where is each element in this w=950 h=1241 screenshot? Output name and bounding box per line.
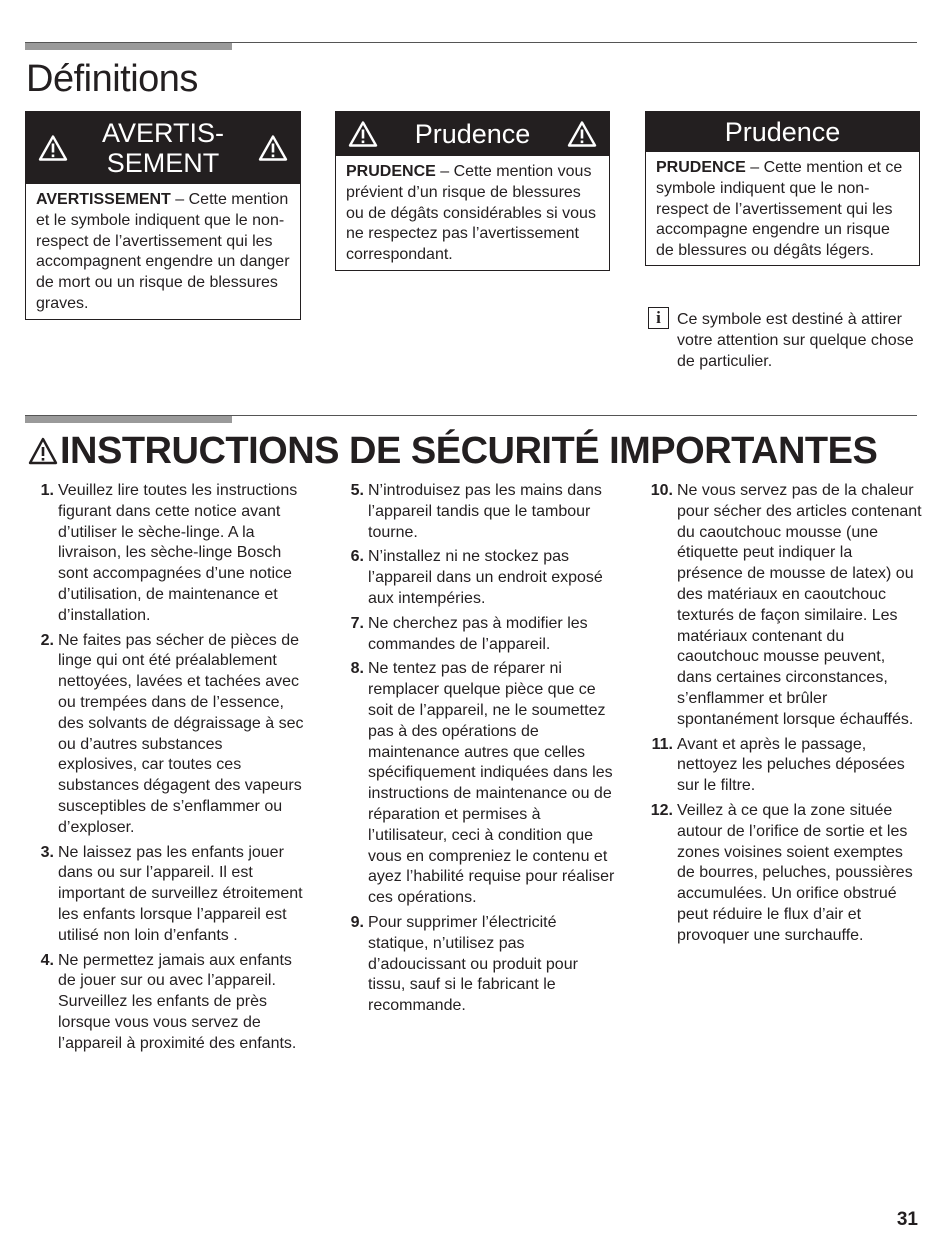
instructions-column-2 bbox=[344, 481, 616, 1021]
safety-instructions-title-text: INSTRUCTIONS DE SÉCURITÉ IMPORTANTES bbox=[60, 430, 878, 472]
list-item bbox=[344, 614, 616, 656]
list-item-text: Veillez à ce que la zone située autour de l’orifice de sortie et les zones voisines soient exemptes de bourres, peluches, poussières accumulées. Un orifice obstrué peut réduire le flux d’air et provoquer une surchauffe. bbox=[677, 801, 913, 944]
list-item-number: 2. bbox=[40, 631, 54, 649]
warning-box-description: – Cette mention et le symbole indiquent que le non-respect de l’avertissement qui les accompagnent engendre un danger de mort ou un risque de blessures graves. bbox=[36, 191, 290, 312]
list-item-number: 10. bbox=[650, 482, 673, 499]
list-item-number: 1. bbox=[40, 482, 54, 499]
caution-light-box-title: Prudence bbox=[724, 117, 841, 147]
caution-box-title: Prudence bbox=[414, 119, 531, 149]
list-item-number: 4. bbox=[40, 951, 54, 969]
info-note bbox=[648, 307, 920, 372]
list-item bbox=[344, 659, 616, 909]
instructions-column-3 bbox=[644, 481, 922, 951]
safety-instructions-title bbox=[28, 430, 877, 473]
list-item-text: N’installez ni ne stockez pas l’appareil dans un endroit exposé aux intempéries. bbox=[368, 548, 603, 607]
warning-box-lead: AVERTISSEMENT bbox=[36, 191, 171, 208]
warning-triangle-icon bbox=[567, 121, 597, 148]
warning-box-header bbox=[26, 112, 300, 184]
caution-light-box-text bbox=[646, 152, 919, 265]
list-item bbox=[34, 843, 304, 947]
caution-box-lead: PRUDENCE bbox=[346, 163, 436, 180]
warning-box-title-line1: AVERTIS- bbox=[101, 118, 225, 148]
section-divider bbox=[25, 42, 917, 43]
section-divider bbox=[25, 415, 917, 416]
list-item-number: 3. bbox=[40, 843, 54, 861]
list-item bbox=[344, 481, 616, 543]
section-accent-bar bbox=[25, 416, 232, 423]
list-item-number: 11. bbox=[651, 735, 673, 753]
list-item bbox=[34, 631, 304, 839]
list-item-text: Veuillez lire toutes les instructions figurant dans cette notice avant d’utiliser le sèche-linge. A la livraison, les sèche-linge Bosch sont accompagnées d’une notice d’utilisation, de maintenance et d’installation. bbox=[58, 482, 298, 624]
warning-triangle-icon bbox=[258, 135, 288, 162]
list-item-text: Avant et après le passage, nettoyez les peluches déposées sur le filtre. bbox=[677, 735, 905, 795]
list-item bbox=[644, 735, 922, 797]
list-item-text: Ne tentez pas de réparer ni remplacer quelque pièce que ce soit de l’appareil, ne le soumettez pas à des opérations de maintenance autres que celles spécifiquement indiquées dans les instructions de maintenance ou de réparation et permises à l’utilisateur, ceci à condition que vous en compreniez le contenu et ayez l’habilité requise pour réaliser ces opérations. bbox=[368, 660, 615, 907]
caution-box bbox=[335, 111, 610, 271]
list-item-text: N’introduisez pas les mains dans l’appareil tandis que le tambour tourne. bbox=[368, 482, 602, 541]
caution-light-box-lead: PRUDENCE bbox=[656, 159, 746, 176]
list-item bbox=[644, 481, 922, 731]
list-item-number: 12. bbox=[650, 801, 673, 819]
info-icon: i bbox=[648, 307, 669, 329]
list-item-text: Ne cherchez pas à modifier les commandes de l’appareil. bbox=[368, 614, 588, 653]
warning-box-text bbox=[26, 184, 300, 319]
list-item bbox=[344, 547, 616, 609]
list-item bbox=[34, 481, 304, 627]
list-item-number: 9. bbox=[350, 913, 364, 931]
warning-triangle-icon bbox=[38, 135, 68, 162]
list-item-text: Ne faites pas sécher de pièces de linge qui ont été préalablement nettoyées, lavées et tachées avec ou trempées dans de l’essence, des solvants de dégraissage à sec ou d’autres substances explosives, car toutes ces substances dégagent des vapeurs susceptibles de s’enflammer ou d’exploser. bbox=[58, 631, 304, 836]
caution-box-text bbox=[336, 156, 609, 270]
caution-light-box-header bbox=[646, 112, 919, 152]
warning-box-title-line2: SEMENT bbox=[106, 148, 220, 178]
section-accent-bar bbox=[25, 43, 232, 50]
warning-triangle-icon bbox=[348, 121, 378, 148]
list-item-number: 7. bbox=[350, 614, 364, 632]
list-item-number: 5. bbox=[350, 482, 364, 499]
caution-light-box bbox=[645, 111, 920, 266]
list-item bbox=[34, 951, 304, 1055]
warning-triangle-icon bbox=[28, 437, 58, 465]
caution-box-description: – Cette mention vous prévient d’un risque de blessures ou de dégâts considérables si vous ne respectez pas l’avertissement correspondant. bbox=[346, 163, 596, 264]
instructions-column-1 bbox=[34, 481, 304, 1059]
caution-box-header bbox=[336, 112, 609, 156]
list-item-text: Ne vous servez pas de la chaleur pour sécher des articles contenant du caoutchouc mousse (une étiquette peut indiquer la présence de mousse de latex) ou des matériaux en caoutchouc texturés de façon similaire. Les matériaux contenant du caoutchouc mousse peuvent, dans certaines circonstances, s’enflammer et brûler spontanément lorsque échauffés. bbox=[677, 482, 922, 728]
list-item-text: Ne permettez jamais aux enfants de jouer sur ou avec l’appareil. Surveillez les enfants de près lorsque vous vous servez de l’appareil à proximité des enfants. bbox=[58, 951, 297, 1052]
list-item-number: 8. bbox=[350, 660, 364, 678]
list-item-text: Ne laissez pas les enfants jouer dans ou sur l’appareil. Il est important de surveillez étroitement les enfants lorsque l’appareil est utilisé non loin d’enfants . bbox=[58, 843, 303, 944]
list-item-text: Pour supprimer l’électricité statique, n’utilisez pas d’adoucissant ou produit pour tissu, sauf si le fabricant le recommande. bbox=[368, 913, 578, 1015]
warning-box bbox=[25, 111, 301, 320]
caution-light-box-description: – Cette mention et ce symbole indiquent que le non-respect de l’avertissement qui les accompagne engendre un risque de blessures ou dégâts légers. bbox=[656, 159, 903, 260]
list-item bbox=[644, 801, 922, 947]
list-item-number: 6. bbox=[350, 548, 364, 566]
page-number: 31 bbox=[896, 1209, 918, 1230]
list-item bbox=[344, 913, 616, 1017]
info-note-text: Ce symbole est destiné à attirer votre attention sur quelque chose de particulier. bbox=[677, 311, 914, 370]
definitions-title: Définitions bbox=[26, 58, 198, 100]
